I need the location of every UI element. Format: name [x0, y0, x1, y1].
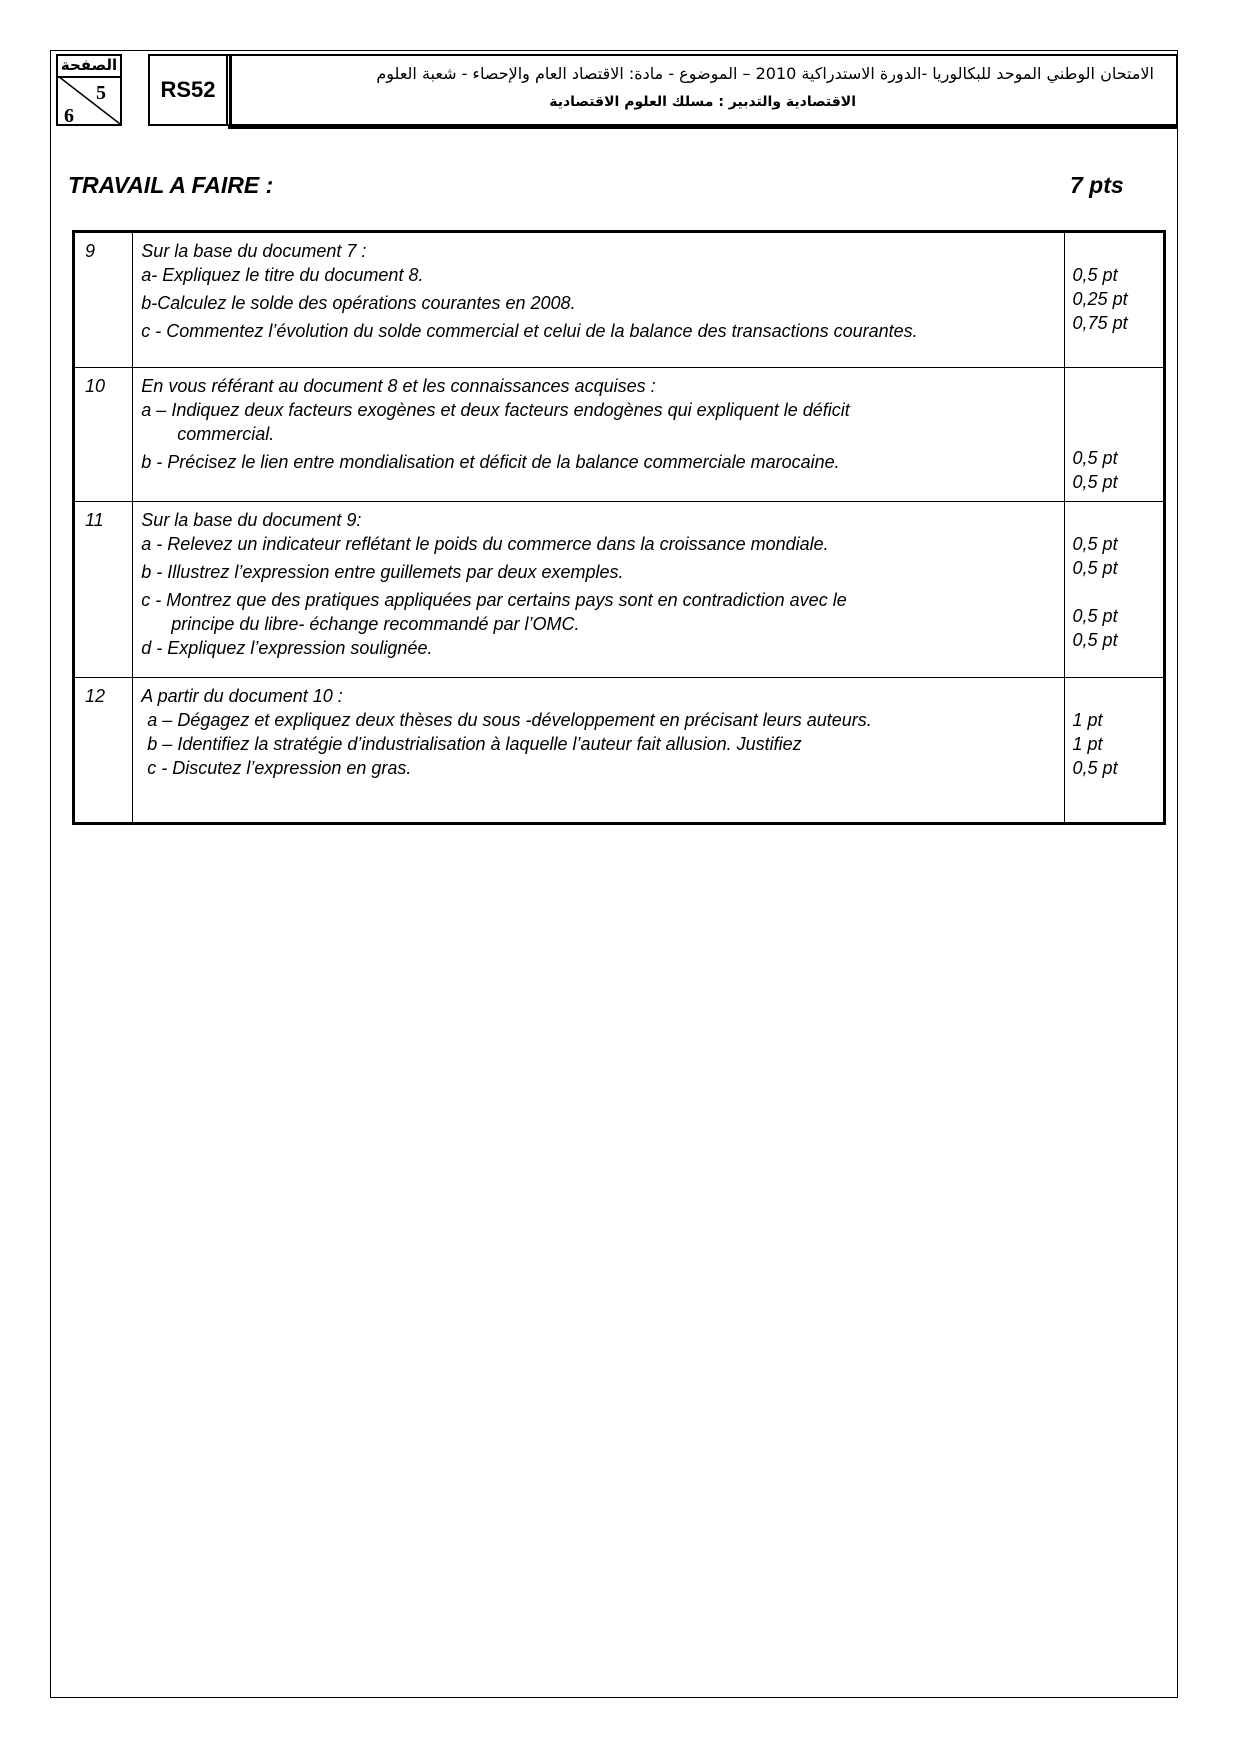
page-number-box — [56, 54, 122, 126]
item-points: 0,5 pt — [1072, 758, 1118, 778]
item-points: 0,75 pt — [1072, 313, 1128, 333]
item-points: 1 pt — [1072, 710, 1103, 730]
page-current: 5 — [96, 82, 106, 104]
question-body — [133, 502, 1064, 678]
page-label: الصفحة — [58, 56, 120, 78]
item-points: 0,5 pt — [1072, 606, 1118, 626]
item-points: 0,5 pt — [1072, 534, 1118, 554]
question-item: b - Illustrez l’expression entre guillemets par deux exemples. — [141, 562, 624, 582]
questions-table — [72, 230, 1166, 825]
question-item: b – Identifiez la stratégie d’industrialisation à laquelle l’auteur fait allusion. Justifiez — [147, 734, 802, 754]
question-intro: Sur la base du document 9: — [141, 510, 362, 530]
question-body — [133, 678, 1064, 824]
section-points: 7 pts — [1070, 172, 1124, 198]
item-points: 0,5 pt — [1072, 558, 1118, 578]
question-points — [1064, 232, 1164, 368]
question-item: c - Discutez l’expression en gras. — [147, 758, 412, 778]
question-body — [133, 232, 1064, 368]
question-points — [1064, 502, 1164, 678]
question-item: c - Commentez l’évolution du solde commercial et celui de la balance des transactions courantes. — [141, 321, 918, 341]
question-item: a – Indiquez deux facteurs exogènes et deux facteurs endogènes qui expliquent le déficit — [141, 400, 850, 420]
question-number: 12 — [74, 678, 133, 824]
exam-title-line1: الامتحان الوطني الموحد للبكالوريا -الدورة الاستدراكية 2010 – الموضوع - مادة: الاقتصاد العام والإحصاء - شعبة العلوم — [376, 64, 1154, 83]
item-points: 1 pt — [1072, 734, 1103, 754]
question-row — [74, 678, 1165, 824]
question-item-continuation: commercial. — [177, 424, 275, 444]
question-points — [1064, 368, 1164, 502]
question-item: a- Expliquez le titre du document 8. — [141, 265, 424, 285]
question-number: 9 — [74, 232, 133, 368]
item-points: 0,5 pt — [1072, 630, 1118, 650]
item-points: 0,25 pt — [1072, 289, 1128, 309]
question-number: 11 — [74, 502, 133, 678]
question-intro: A partir du document 10 : — [141, 686, 343, 706]
question-item: b-Calculez le solde des opérations courantes en 2008. — [141, 293, 576, 313]
question-intro: En vous référant au document 8 et les connaissances acquises : — [141, 376, 656, 396]
question-item-continuation: principe du libre- échange recommandé par l’OMC. — [171, 614, 580, 634]
question-row — [74, 368, 1165, 502]
page-total: 6 — [64, 105, 74, 127]
item-points: 0,5 pt — [1072, 265, 1118, 285]
question-row — [74, 502, 1165, 678]
exam-title-line2: الاقتصادية والتدبير : مسلك العلوم الاقتصادية — [549, 94, 856, 110]
question-item: a – Dégagez et expliquez deux thèses du sous -développement en précisant leurs auteurs. — [147, 710, 872, 730]
question-item: a - Relevez un indicateur reflétant le poids du commerce dans la croissance mondiale. — [141, 534, 829, 554]
question-item: b - Précisez le lien entre mondialisation et déficit de la balance commerciale marocaine. — [141, 452, 840, 472]
question-body — [133, 368, 1064, 502]
exam-code: RS52 — [148, 54, 228, 126]
exam-title-box — [228, 54, 1178, 126]
section-title: TRAVAIL A FAIRE : — [68, 172, 274, 198]
item-points: 0,5 pt — [1072, 472, 1118, 492]
question-number: 10 — [74, 368, 133, 502]
item-points: 0,5 pt — [1072, 448, 1118, 468]
question-intro: Sur la base du document 7 : — [141, 241, 367, 261]
question-item: d - Expliquez l’expression soulignée. — [141, 638, 433, 658]
question-points — [1064, 678, 1164, 824]
question-item: c - Montrez que des pratiques appliquées par certains pays sont en contradiction avec le — [141, 590, 847, 610]
question-row — [74, 232, 1165, 368]
